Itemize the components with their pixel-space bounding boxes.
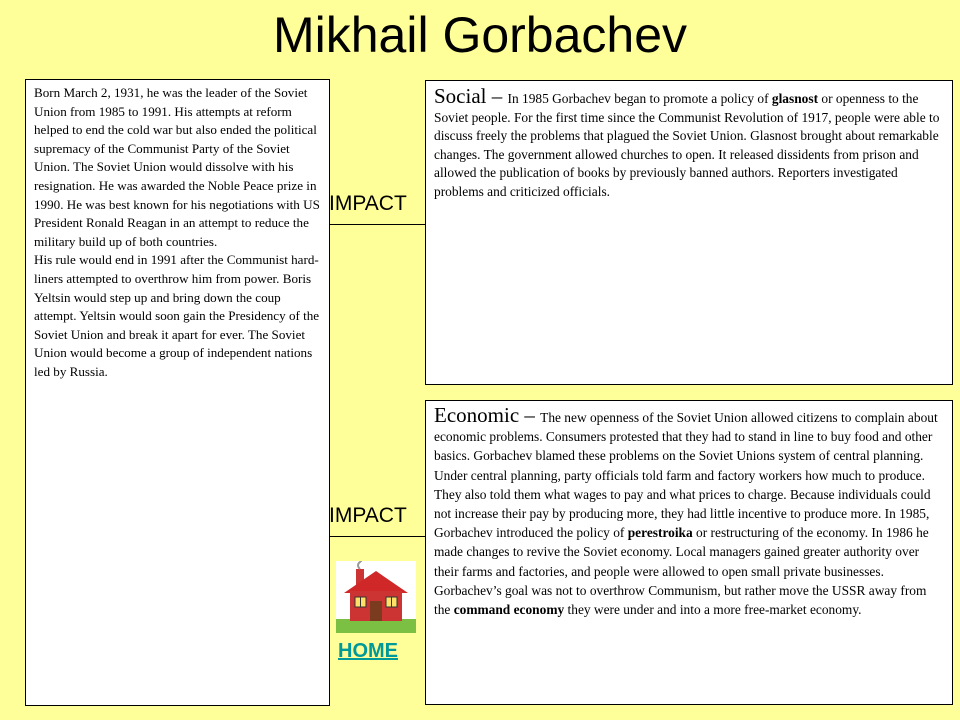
impact-label-social: IMPACT [329,192,407,215]
economic-text-part: The new openness of the Soviet Union allowed citizens to complain about economic problems. Consumers protested that they had to stand in line to buy food and other basics. Gorbachev blamed these problems on the Soviet Unions system of central planning. Under central planning, party officials told farm and factory workers how much to produce. They also told them what wages to pay and what prices to charge. Because individuals could not increase their pay by producing more, they had little incentive to produce more. In 1985, Gorbachev introduced the policy of [434,410,938,541]
biography-paragraph-1: Born March 2, 1931, he was the leader of the Soviet Union from 1985 to 1991. His attempts at reform helped to end the cold war but also ended the political supremacy of the Communist Party of the Soviet Union. The Soviet Union would dissolve with his resignation. He was awarded the Noble Peace prize in 1990. He was best known for his negotiations with US President Ronald Reagan in an attempt to reduce the military build up of both countries. [34,85,320,249]
social-text-part: or openness to the Soviet people. For the first time since the Communist Revolution of 1917, people were able to discuss freely the problems that plagued the Soviet Union. Glasnost brought about remarkable changes. The government allowed churches to open. It released dissidents from prison and allowed the publication of books by previously banned authors. Reporters investigated problems and criticized officials. [434,91,940,199]
glasnost-term: glasnost [771,91,819,106]
house-icon[interactable] [336,561,416,633]
page-title: Mikhail Gorbachev [272,7,688,63]
connector-line-social [330,224,425,225]
command-economy-term: command economy [453,602,565,618]
economic-impact-box [425,400,953,705]
social-text [434,84,944,202]
social-impact-box [425,80,953,385]
home-link[interactable]: HOME [338,640,398,662]
perestroika-term: perestroika [627,525,693,541]
social-heading: Social – [434,84,508,108]
connector-line-economic [330,536,425,537]
economic-text [434,403,944,619]
biography-paragraph-2: His rule would end in 1991 after the Communist hard-liners attempted to overthrow him from power. Boris Yeltsin would step up and bring down the coup attempt. Yeltsin would soon gain the Presidency of the Soviet Union and break it apart for ever. The Soviet Union would become a group of independent nations led by Russia. [34,252,320,379]
economic-text-part: or restructuring of the economy. In 1986 he made changes to revive the Soviet economy. Local managers gained greater authority over their farms and factories, and people were allowed to open small private businesses. Gorbachev’s goal was not to overthrow Communism, but rather move the USSR away from the [434,525,929,618]
biography-box [25,79,330,706]
impact-label-economic: IMPACT [329,504,407,527]
social-text-part: In 1985 Gorbachev began to promote a policy of [507,91,772,106]
economic-text-part: they were under and into a more free-market economy. [564,602,862,618]
economic-heading: Economic – [434,403,541,427]
